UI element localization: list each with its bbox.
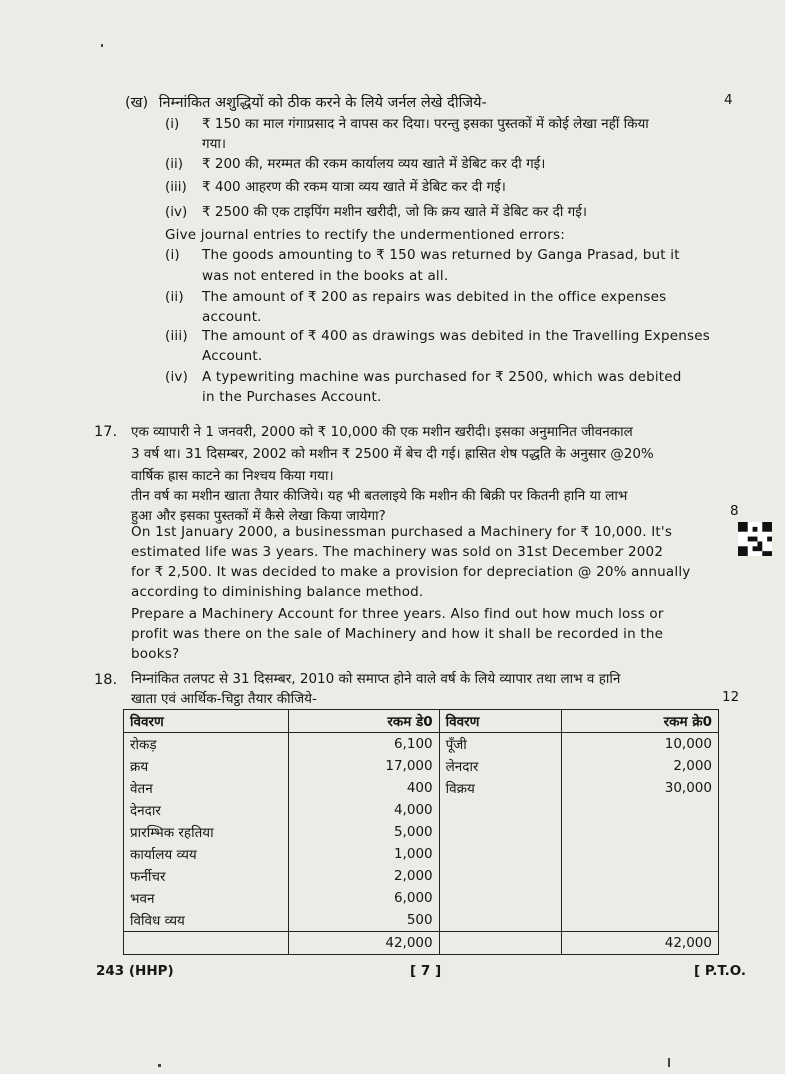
- table-row: वेतन 400 विक्रय 30,000: [124, 777, 719, 799]
- header-amount-credit: रकम क्रे0: [561, 710, 718, 733]
- header-particulars-credit: विवरण: [439, 710, 561, 733]
- scan-speck: [101, 44, 103, 47]
- q18-number: 18.: [94, 672, 118, 688]
- q16b-label: (ख): [125, 95, 149, 111]
- scan-speck: [668, 1058, 670, 1067]
- table-row: फर्नीचर 2,000: [124, 865, 719, 887]
- debit-total: 42,000: [289, 932, 439, 955]
- table-row: भवन 6,000: [124, 887, 719, 909]
- table-row: क्रय 17,000 लेनदार 2,000: [124, 755, 719, 777]
- table-row: कार्यालय व्यय 1,000: [124, 843, 719, 865]
- q17-hindi-text: एक व्यापारी ने 1 जनवरी, 2000 को ₹ 10,000 की एक मशीन खरीदी। इसका अनुमानित जीवनकाल 3 वर्ष था। 31 दिसम्बर, 2002 को मशीन ₹ 2500 में बेच दी गई। ह्रासित शेष पद्धति के अनुसार @20% वार्षिक ह्रास काटने का निश्चय किया गया। तीन वर्ष का मशीन खाता तैयार कीजिये। यह भी बतलाइये कि मशीन की बिक्री पर कितनी हानि या लाभ हुआ और इसका पुस्तकों में कैसे लेखा किया जायेगा?: [131, 424, 654, 524]
- header-particulars-debit: विवरण: [124, 710, 289, 733]
- trial-balance-table: [123, 709, 719, 955]
- scan-speck: [158, 1064, 161, 1067]
- table-header-row: [124, 710, 719, 733]
- q16b-heading: [125, 92, 487, 112]
- footer-page-number: [ 7 ]: [410, 963, 442, 979]
- q16b-title-hi: निम्नांकित अशुद्धियों को ठीक करने के लिये जर्नल लेखे दीजिये-: [158, 95, 487, 111]
- q16b-title-en: Give journal entries to rectify the undermentioned errors:: [165, 227, 565, 243]
- qr-code-icon: [738, 522, 772, 556]
- q18-hindi-text: निम्नांकित तलपट से 31 दिसम्बर, 2010 को समाप्त होने वाले वर्ष के लिये व्यापार तथा लाभ व हानि खाता एवं आर्थिक-चिट्ठा तैयार कीजिये-: [131, 671, 621, 707]
- header-amount-debit: रकम डे0: [289, 710, 439, 733]
- q17-english-text: On 1st January 2000, a businessman purchased a Machinery for ₹ 10,000. It's estimated life was 3 years. The machinery was sold on 31st December 2002 for ₹ 2,500. It was decided to make a provision for depreciation @ 20% annually according to diminishing balance method. Prepare a Machinery Account for three years. Also find out how much loss or profit was there on the sale of Machinery and how it shall be recorded in the books?: [131, 524, 691, 662]
- table-row: रोकड़ 6,100 पूँजी 10,000: [124, 733, 719, 756]
- table-row: देनदार 4,000: [124, 799, 719, 821]
- q17-marks: 8: [730, 503, 739, 519]
- q18-marks: 12: [722, 689, 740, 705]
- q16b-marks: 4: [724, 92, 733, 108]
- table-row: विविध व्यय 500: [124, 909, 719, 932]
- footer-paper-code: 243 (HHP): [96, 963, 174, 979]
- table-row: प्रारम्भिक रहतिया 5,000: [124, 821, 719, 843]
- table-total-row: [124, 932, 719, 955]
- credit-total: 42,000: [561, 932, 718, 955]
- footer-pto: [ P.T.O.: [694, 963, 747, 979]
- exam-page: (ख) निम्नांकित अशुद्धियों को ठीक करने के लिये जर्नल लेखे दीजिये- 4 (i) ₹ 150 का माल गंगाप्रसाद ने वापस कर दिया। परन्तु इसका पुस्तकों में कोई लेखा नहीं किया गया। (ii) ₹ 200 की, मरम्मत की रकम कार्यालय व्यय खाते में डेबिट कर दी गई। (iii) ₹ 400 आहरण की रकम यात्रा व्यय खाते में डेबिट कर दी गई। (iv) ₹ 2500 की एक टाइपिंग मशीन खरीदी, जो कि क्रय खाते में डेबिट कर दी गई। Give journal entries to rectify the undermentioned errors: (i) The goods amounting to ₹ 150 was returned by Ganga Prasad, but it was not entered in the books at all. (ii) The amount of ₹ 200 as repairs was debited in the office expenses account. (iii) The amount of ₹ 400 as drawings was debited in the Travelling Expenses Account. (iv) A typewriting machine was purchased for ₹ 2500, which was debited in the Purchases Account. 17. एक व्यापारी ने 1 जनवरी, 2000 को ₹ 10,000 की एक मशीन खरीदी। इसका अनुमानित जीवनकाल 3 वर्ष था। 31 दिसम्बर, 2002 को मशीन ₹ 2500 में बेच दी गई। ह्रासित शेष पद्धति के अनुसार @20% वार्षिक ह्रास काटने का निश्चय किया गया। तीन वर्ष का मशीन खाता तैयार कीजिये। यह भी बतलाइये कि मशीन की बिक्री पर कितनी हानि या लाभ हुआ और इसका पुस्तकों में कैसे लेखा किया जायेगा? 8 On 1st January 2000, a businessman purchased a Machinery for ₹ 10,000. It's estimated life was 3 years. The machinery was sold on 31st December 2002 for ₹ 2,500. It was decided to make a provision for depreciation @ 20% annually according to diminishing balance method. Prepare a Machinery Account for three years. Also find out how much loss or profit was there on the sale of Machinery and how it shall be recorded in the books? 18. निम्नांकित तलपट से 31 दिसम्बर, 2010 को समाप्त होने वाले वर्ष के लिये व्यापार तथा लाभ व हानि खाता एवं आर्थिक-चिट्ठा तैयार कीजिये- 12 विवरण रकम डे0 विवरण रकम क्रे0 रोकड़ 6,100 पूँजी 10,000 क्रय 17,000 लेनदार 2,000 वेतन 400 विक्रय 30,000 देनदार 4,000 प्रारम्भिक रहतिया 5,000 कार्यालय व्यय 1,000 फर्नीचर 2,000 भवन 6,000 विविध व्यय 500 42,000 42,000 243 (HHP) [ 7 ] [ P.T.O.: [0, 0, 785, 1074]
- q17-number: 17.: [94, 424, 118, 440]
